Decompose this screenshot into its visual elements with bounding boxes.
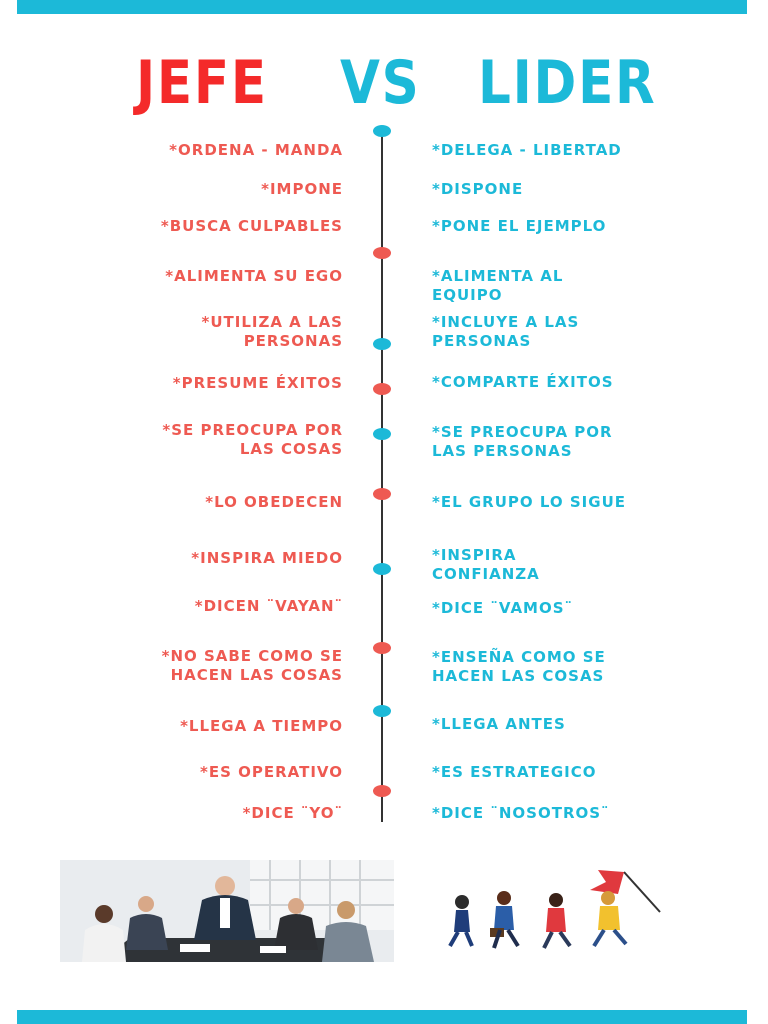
lider-item: *ENSEÑA COMO SE HACEN LAS COSAS [432,648,606,685]
jefe-item: *DICE ¨YO¨ [242,804,343,822]
lider-item: *EL GRUPO LO SIGUE [432,493,627,511]
timeline-dot [373,785,391,797]
lider-item: *INSPIRA CONFIANZA [432,546,540,583]
title-lider: LIDER [478,48,657,118]
jefe-item: *INSPIRA MIEDO [191,549,343,567]
timeline-dot [373,488,391,500]
lider-item: *LLEGA ANTES [432,715,566,733]
jefe-item: *LLEGA A TIEMPO [180,717,343,735]
timeline-dot [373,338,391,350]
title-jefe: JEFE [136,48,268,118]
timeline-axis [381,128,383,822]
lider-item: *DELEGA - LIBERTAD [432,141,622,159]
timeline-dot [373,428,391,440]
lider-item: *SE PREOCUPA POR LAS PERSONAS [432,423,613,460]
lider-item: *DISPONE [432,180,524,198]
lider-item: *DICE ¨NOSOTROS¨ [432,804,610,822]
lider-item: *ES ESTRATEGICO [432,763,597,781]
team-with-flag-illustration [428,862,678,962]
jefe-item: *SE PREOCUPA POR LAS COSAS [162,421,343,458]
timeline-dot [373,705,391,717]
timeline-dot [373,125,391,137]
title-vs: VS [340,48,421,118]
jefe-item: *NO SABE COMO SE HACEN LAS COSAS [161,647,343,684]
jefe-item: *IMPONE [261,180,343,198]
lider-item: *ALIMENTA AL EQUIPO [432,267,564,304]
lider-item: *INCLUYE A LAS PERSONAS [432,313,580,350]
bottom-bar [17,1010,747,1024]
timeline-dot [373,383,391,395]
business-meeting-photo [60,860,394,962]
jefe-item: *BUSCA CULPABLES [160,217,343,235]
jefe-item: *ES OPERATIVO [199,763,343,781]
timeline-dot [373,247,391,259]
lider-item: *DICE ¨VAMOS¨ [432,599,574,617]
lider-item: *PONE EL EJEMPLO [432,217,607,235]
lider-item: *COMPARTE ÉXITOS [432,373,614,391]
jefe-item: *PRESUME ÉXITOS [172,374,343,392]
jefe-item: *DICEN ¨VAYAN¨ [194,597,343,615]
timeline-dot [373,642,391,654]
timeline-dot [373,563,391,575]
jefe-item: *LO OBEDECEN [205,493,343,511]
top-bar [17,0,747,14]
jefe-item: *UTILIZA A LAS PERSONAS [201,313,343,350]
jefe-item: *ORDENA - MANDA [169,141,343,159]
jefe-item: *ALIMENTA SU EGO [165,267,343,285]
